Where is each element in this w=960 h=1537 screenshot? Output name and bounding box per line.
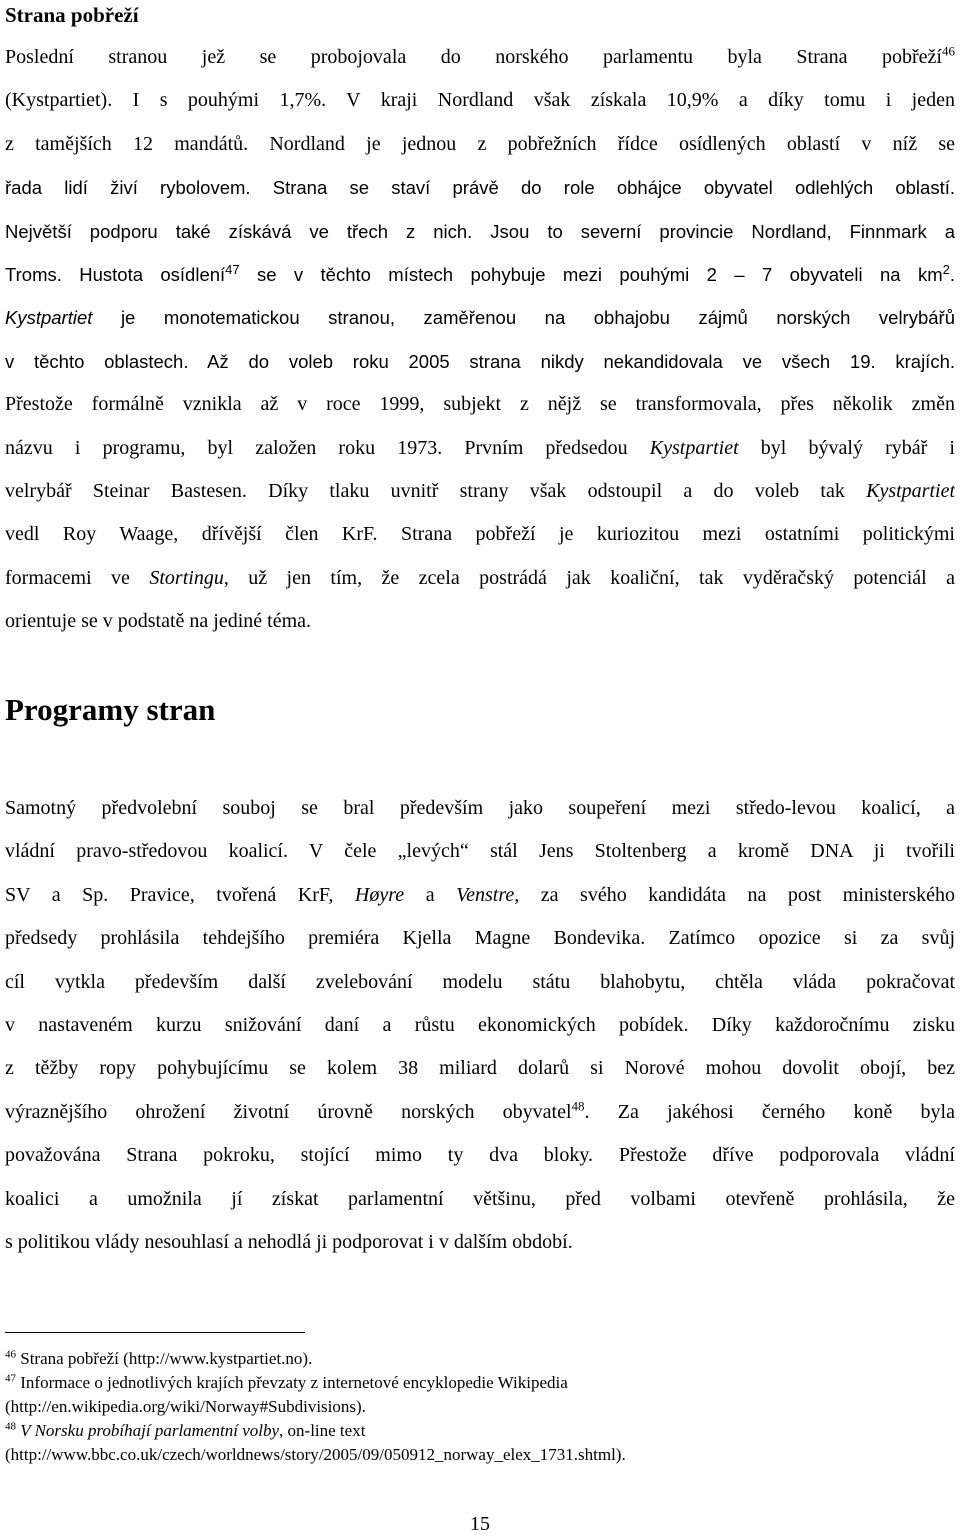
footnote-48-link[interactable]: (http://www.bbc.co.uk/czech/worldnews/story/2005/09/050912_norway_elex_1731.shtml). (5, 1445, 626, 1464)
text-line: v těchto oblastech. Až do voleb roku 2005 strana nikdy nekandidovala ve všech 19. krajích. (5, 350, 955, 372)
footnote-ref[interactable]: 46 (942, 43, 955, 59)
text-line: názvu i programu, byl založen roku 1973. Prvním předsedou Kystpartiet byl bývalý rybář i (5, 436, 955, 459)
main-heading: Programy stran (5, 692, 216, 727)
text-line: Poslední stranou jež se probojovala do norského parlamentu byla Strana pobřeží$^{46}$ (5, 43, 955, 68)
footnote-48: $^{48}$ V Norsku probíhají parlamentní volby, on-line text (5, 1420, 366, 1440)
text-line: Přestože formálně vznikla až v roce 1999, subjekt z nějž se transformovala, přes několik změn (5, 393, 955, 416)
text-line: koalici a umožnila jí získat parlamentní většinu, před volbami otevřeně prohlásila, že (5, 1187, 955, 1210)
text-line: řada lidí živí rybolovem. Strana se staví právě do role obhájce obyvatel odlehlých oblastí. (5, 177, 955, 199)
text-line: předsedy prohlásila tehdejšího premiéra Kjella Magne Bondevika. Zatímco opozice si za svůj (5, 927, 955, 950)
text-line: v nastaveném kurzu snižování daní a růstu ekonomických pobídek. Díky každoročnímu zisku (5, 1013, 955, 1036)
text-line: Samotný předvolební souboj se bral především jako soupeření mezi středo-levou koalicí, a (5, 797, 955, 819)
text-line: (Kystpartiet). I s pouhými 1,7%. V kraji Nordland však získala 10,9% a díky tomu i jeden (5, 89, 955, 112)
paragraph-programy-stran (5, 787, 955, 1264)
text-line: SV a Sp. Pravice, tvořená KrF, Høyre a Venstre, za svého kandidáta na post ministerského (5, 883, 955, 906)
text-line: z tamějších 12 mandátů. Nordland je jednou z pobřežních řídce osídlených oblastí v níž se (5, 132, 955, 155)
text-line: považována Strana pokroku, stojící mimo ty dva bloky. Přestože dříve podporovala vládní (5, 1144, 955, 1167)
text-line: vládní pravo-středovou koalicí. V čele „levých“ stál Jens Stoltenberg a kromě DNA ji tvořili (5, 840, 955, 863)
text-line: formacemi ve Stortingu, už jen tím, že zcela postrádá jak koaliční, tak vyděračský potenciál a (5, 566, 955, 589)
footnote-46: $^{46}$ Strana pobřeží (http://www.kystpartiet.no). (5, 1348, 313, 1368)
paragraph-strana-pobrezi (5, 36, 955, 643)
text-line: Troms. Hustota osídlení$^{47}$ se v těchto místech pohybuje mezi pouhými 2 – 7 obyvateli na $km^2$. (5, 261, 955, 285)
footnote-47-link[interactable]: (http://en.wikipedia.org/wiki/Norway#Subdivisions). (5, 1397, 366, 1416)
document-page (5, 0, 955, 1537)
text-line: velrybář Steinar Bastesen. Díky tlaku uvnitř strany však odstoupil a do voleb tak Kystpartiet (5, 479, 955, 502)
text-line: výraznějšího ohrožení životní úrovně norských obyvatel$^{48}$. Za jakéhosi černého koně byla (5, 1098, 955, 1123)
footnote-47: $^{47}$ Informace o jednotlivých krajích převzaty z internetové encyklopedie Wikipedia (5, 1372, 568, 1392)
page-number: 15 (470, 1513, 490, 1535)
footnote-ref[interactable]: 48 (571, 1098, 585, 1114)
text-line: z těžby ropy pohybujícímu se kolem 38 miliard dolarů si Norové mohou dovolit obojí, bez (5, 1057, 955, 1080)
section-title: Strana pobřeží (5, 3, 139, 27)
text-line: vedl Roy Waage, dřívější člen KrF. Strana pobřeží je kuriozitou mezi ostatními politickými (5, 523, 955, 546)
footnote-ref[interactable]: 47 (225, 261, 240, 277)
footnote-separator (5, 1332, 305, 1333)
text-line: orientuje se v podstatě na jediné téma. (5, 610, 312, 633)
text-line: cíl vytkla především další zvelebování modelu státu blahobytu, chtěla vláda pokračovat (5, 970, 955, 993)
text-line: Největší podporu také získává ve třech z nich. Jsou to severní provincie Nordland, Finnmark a (5, 220, 955, 242)
text-line: Kystpartiet je monotematickou stranou, zaměřenou na obhajobu zájmů norských velrybářů (5, 307, 955, 329)
text-line: s politikou vlády nesouhlasí a nehodlá ji podporovat i v dalším období. (5, 1230, 573, 1253)
